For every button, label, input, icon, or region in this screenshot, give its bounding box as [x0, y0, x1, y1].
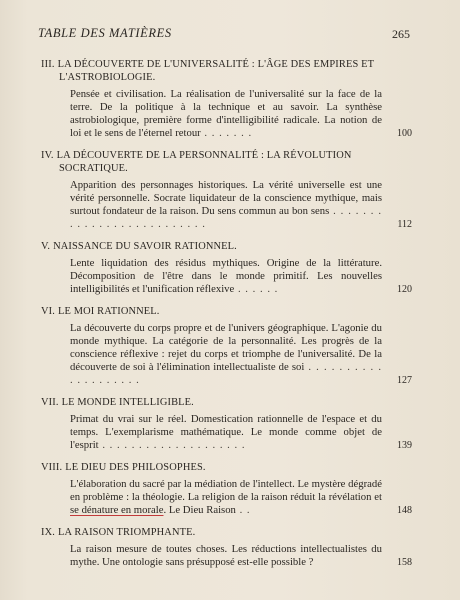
chapter-numeral: VII. — [41, 397, 59, 408]
chapter-summary — [70, 322, 412, 387]
summary-text: La découverte du corps propre et de l'univers géographique. L'agonie du monde mythique. La catégorie de la personnalité. Les progrès de la conscience réflexive : rejet du corps et triomphe de l'universalité. De la découverte de soi à l'élimination intellectualiste de soi — [70, 322, 382, 373]
summary-text: Lente liquidation des résidus mythiques. Origine de la littérature. Décomposition de l'être dans le monde primitif. Les nouvelles intelligibilités et l'unification réflexive — [70, 257, 382, 295]
chapter-title: LE MONDE INTELLIGIBLE. — [61, 397, 194, 408]
table-of-contents — [41, 58, 412, 578]
dot-leader: . . . . . . . . . . . . . . . . . . . . — [98, 439, 246, 451]
chapter-title: LE DIEU DES PHILOSOPHES. — [65, 462, 206, 473]
chapter-summary — [70, 413, 412, 452]
chapter-heading — [41, 149, 412, 175]
toc-entry-ix — [41, 526, 412, 569]
toc-entry-vi — [41, 305, 412, 387]
chapter-numeral: IV. — [41, 150, 54, 161]
dot-leader: . . . . . . . . . . . . . . . . . . . . . . . . . . — [70, 205, 383, 230]
chapter-heading — [41, 461, 412, 474]
chapter-numeral: VIII. — [41, 462, 63, 473]
toc-entry-iii — [41, 58, 412, 140]
chapter-numeral: III. — [41, 59, 55, 70]
entry-page-number: 120 — [397, 284, 412, 295]
chapter-title: LA DÉCOUVERTE DE LA PERSONNALITÉ : LA RÉVOLUTION SOCRATIQUE. — [56, 150, 352, 174]
chapter-heading — [41, 305, 412, 318]
summary-text: L'élaboration du sacré par la médiation de l'intellect. Le mystère dégradé en problème : la théologie. La religion de la raison réduit la révélation et — [70, 478, 382, 503]
chapter-heading — [41, 240, 412, 253]
page-number: 265 — [392, 27, 410, 41]
dot-leader: . . . . . . . . . . . . . . . . . . . . — [70, 361, 382, 386]
chapter-summary — [70, 478, 412, 517]
chapter-heading — [41, 58, 412, 84]
summary-text: La raison mesure de toutes choses. Les réductions intellectualistes du mythe. Une ontologie sans présupposé est-elle possible ? — [70, 543, 382, 568]
dot-leader: . . — [235, 504, 251, 516]
chapter-summary — [70, 543, 412, 569]
summary-text: Primat du vrai sur le réel. Domestication rationnelle de l'espace et du temps. L'exemplarisme mathématique. Le monde comme objet de l'esprit — [70, 413, 382, 451]
toc-entry-viii — [41, 461, 412, 517]
toc-entry-v — [41, 240, 412, 296]
chapter-summary — [70, 88, 412, 140]
chapter-title: LE MOI RATIONNEL. — [58, 306, 160, 317]
chapter-summary — [70, 257, 412, 296]
toc-entry-iv — [41, 149, 412, 231]
chapter-title: LA DÉCOUVERTE DE L'UNIVERSALITÉ : L'ÂGE DES EMPIRES ET L'ASTROBIOLOGIE. — [57, 59, 374, 83]
entry-page-number: 158 — [397, 557, 412, 568]
entry-page-number: 112 — [397, 219, 412, 230]
chapter-numeral: IX. — [41, 527, 56, 538]
summary-text: Apparition des personnages historiques. La vérité universelle est une vérité personnelle. Socrate liquidateur de la conscience mythique, mais surtout fondateur de la raison. Du sens commun au bon sens — [70, 179, 382, 217]
running-title: TABLE DES MATIÈRES — [38, 26, 172, 40]
entry-page-number: 100 — [397, 128, 412, 139]
chapter-heading — [41, 526, 412, 539]
entry-page-number: 127 — [397, 375, 412, 386]
chapter-heading — [41, 396, 412, 409]
toc-entry-vii — [41, 396, 412, 452]
chapter-summary — [70, 179, 412, 231]
chapter-numeral: VI. — [41, 306, 56, 317]
red-underlined-phrase: se dénature en morale — [70, 504, 164, 516]
summary-text: Pensée et civilisation. La réalisation de l'universalité sur la face de la terre. De la politique à la technique et au savoir. La synthèse astrobiologique, première forme d'intelligibilité radicale. La notion de loi et le sens de l'éternel retour — [70, 88, 382, 139]
chapter-title: LA RAISON TRIOMPHANTE. — [58, 527, 196, 538]
chapter-title: NAISSANCE DU SAVOIR RATIONNEL. — [53, 241, 237, 252]
entry-page-number: 148 — [397, 505, 412, 516]
dot-leader: . . . . . . . — [200, 127, 253, 139]
dot-leader: . . . . . . — [234, 283, 279, 295]
summary-text-end: . Le Dieu Raison — [163, 504, 236, 516]
page-header — [38, 26, 410, 42]
entry-page-number: 139 — [397, 440, 412, 451]
